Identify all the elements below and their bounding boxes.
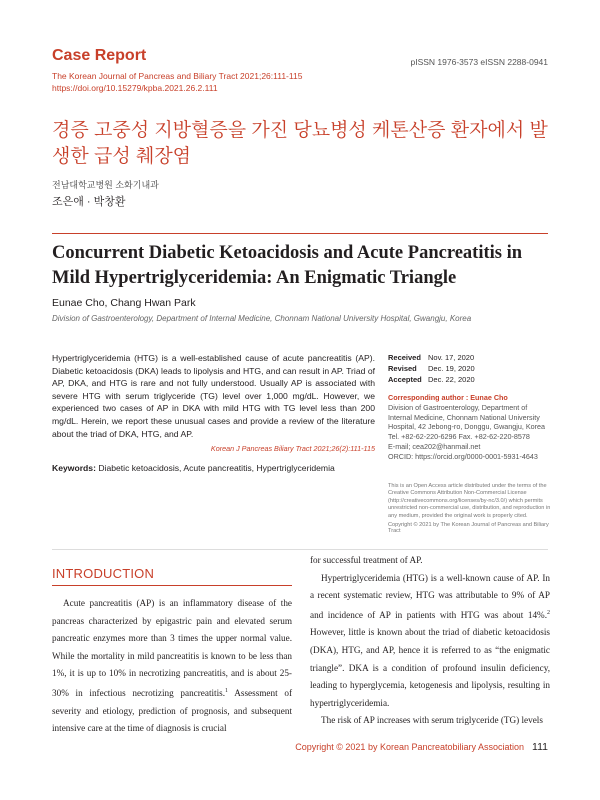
corresponding-author	[388, 393, 553, 462]
abstract-citation: Korean J Pancreas Biliary Tract 2021;26(2):111-115	[210, 444, 375, 453]
paragraph-text: Acute pancreatitis (AP) is an inflammatory disease of the pancreas characterized by epigastric pain and elevated serum pancreatic enzymes more than 3 times the upper normal value. While the mortality in mild pancreatitis is known to be less than 1%, it is up to 10% in necrotizing pancreatitis, and is about 25-30% in infectious necrotizing pancreatitis.	[52, 598, 292, 699]
keywords	[52, 463, 375, 473]
accepted-date	[388, 374, 475, 385]
paragraph-text-cont: Assessment of severity and etiology, prediction of prognosis, and subsequent intensive care at the time of diagnosis is crucial	[52, 688, 293, 734]
keywords-list: Diabetic ketoacidosis, Acute pancreatitis, Hypertriglyceridemia	[98, 463, 335, 473]
license-notice: This is an Open Access article distributed under the terms of the Creative Commons Attribution Non-Commercial License (http://creativecommons.org/licenses/by-nc/3.0/) which permits unrestricted non-commercial use, distribution, and reproduction in any medium, provided the original work is properly cited.	[388, 483, 551, 519]
introduction-heading: INTRODUCTION	[52, 566, 155, 581]
revised-label: Revised	[388, 364, 417, 373]
body-column-left	[52, 595, 292, 738]
corresponding-email[interactable]: E-mail; cea202@hanmail.net	[388, 441, 481, 451]
body-column-right	[310, 552, 550, 730]
abstract-text: Hypertriglyceridemia (HTG) is a well-established cause of acute pancreatitis (AP). Diabetic ketoacidosis (DKA) leads to lipolysis and HTG, and can result in AP. Triad of AP, DKA, and HTG is rare and not fully understood. Usually AP is associated with severe HTG with serum triglyceride (TG) level over 1,000 mg/dL. However, we experienced two cases of AP in DKA with mild HTG with TG level less than 200 mg/dL. Herein, we report these unusual cases and provide a review of the literature about the triad of DKA, HTG, and AP.	[52, 353, 375, 439]
reference-marker[interactable]: 2	[547, 609, 550, 616]
revised-date	[388, 363, 475, 374]
english-authors: Eunae Cho, Chang Hwan Park	[52, 297, 196, 309]
paragraph-text-cont: However, little is known about the triad of diabetic ketoacidosis (DKA), HTG, and AP, hence it is referred to as “the enigmatic triangle”. DKA is a condition of profound insulin deficiency, leading to hyperglycemia, ketogenesis and lipolysis, resulting in hypertriglyceridemia.	[310, 627, 550, 708]
received-date	[388, 352, 475, 363]
korean-title: 경증 고중성 지방혈증을 가진 당뇨병성 케톤산증 환자에서 발생한 급성 췌장염	[52, 120, 548, 167]
issn: pISSN 1976-3573 eISSN 2288-0941	[410, 57, 548, 67]
article-dates	[388, 352, 475, 385]
korean-authors: 조은애 · 박창환	[52, 196, 126, 208]
journal-info	[52, 70, 302, 94]
accepted-label: Accepted	[388, 375, 422, 384]
english-title: Concurrent Diabetic Ketoacidosis and Acute Pancreatitis in Mild Hypertriglyceridemia: An Enigmatic Triangle	[52, 243, 523, 288]
corresponding-affiliation: Division of Gastroenterology, Department of Internal Medicine, Chonnam National University Hospital, 42 Jebong-ro, Donggu, Gwangju, Korea	[388, 402, 546, 432]
footer-copyright: Copyright © 2021 by Korean Pancreatobiliary Association	[295, 742, 525, 752]
revised-value: Dec. 19, 2020	[428, 364, 475, 373]
received-label: Received	[388, 353, 421, 362]
section-separator	[52, 549, 548, 550]
body-paragraph: The risk of AP increases with serum triglyceride (TG) levels	[321, 715, 543, 726]
doi-link[interactable]: https://doi.org/10.15279/kpba.2021.26.2.111	[52, 83, 218, 93]
body-paragraph	[52, 595, 292, 738]
page-number: 111	[532, 741, 548, 753]
reference-marker[interactable]: 1	[225, 687, 229, 694]
body-paragraph-continued: for successful treatment of AP.	[310, 555, 423, 565]
body-paragraph	[310, 570, 550, 713]
keywords-label: Keywords:	[52, 463, 96, 473]
title-divider	[52, 233, 548, 234]
accepted-value: Dec. 22, 2020	[428, 375, 475, 384]
journal-citation: The Korean Journal of Pancreas and Biliary Tract 2021;26:111-115	[52, 71, 303, 81]
corresponding-heading: Corresponding author : Eunae Cho	[388, 393, 508, 402]
page-footer	[295, 741, 548, 753]
journal-copyright: Copyright © 2021 by The Korean Journal of Pancreas and Biliary Tract	[388, 522, 549, 534]
corresponding-tel: Tel. +82-62-220-6296 Fax. +82-62-220-8578	[388, 432, 530, 442]
received-value: Nov. 17, 2020	[428, 353, 475, 362]
article-type: Case Report	[52, 47, 147, 64]
korean-affiliation: 전남대학교병원 소화기내과	[52, 180, 159, 190]
corresponding-orcid[interactable]: ORCID: https://orcid.org/0000-0001-5931-4643	[388, 451, 538, 461]
english-affiliation: Division of Gastroenterology, Department of Internal Medicine, Chonnam National University Hospital, Gwangju, Korea	[52, 314, 472, 323]
paragraph-text: Hypertriglyceridemia (HTG) is a well-known cause of AP. In a recent systematic review, HTG was attributable to 9% of AP and incidence of AP in patients with HTG was about 14%.	[310, 572, 550, 620]
introduction-underline	[52, 585, 292, 586]
